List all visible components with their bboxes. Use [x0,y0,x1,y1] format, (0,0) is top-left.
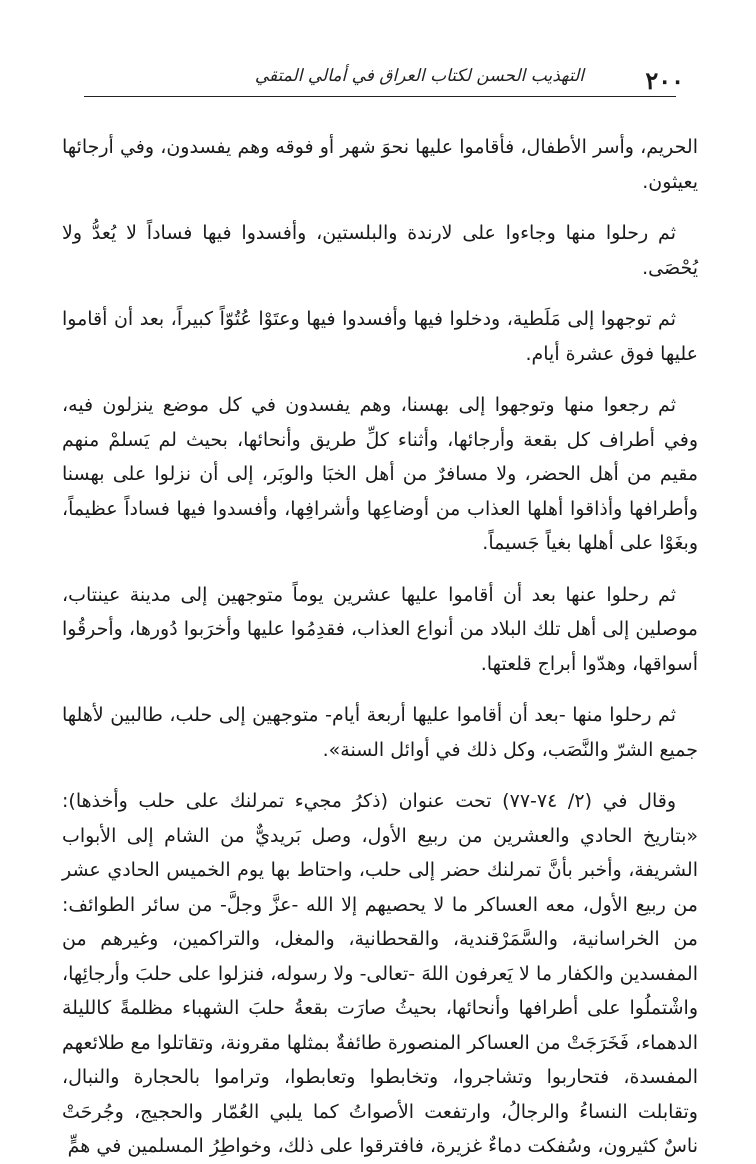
paragraph: ثم رحلوا منها وجاءوا على لارندة والبلستين، وأفسدوا فيها فساداً لا يُعدُّ ولا يُحْصَى. [62,222,698,279]
paragraph: ثم رحلوا عنها بعد أن أقاموا عليها عشرين يوماً متوجهين إلى مدينة عينتاب، موصلين إلى أهل تلك البلاد من أنواع العذاب، فقدِمُوا عليها وأخرَبوا دُورها، وأحرقُوا أسواقها، وهدّوا أبراج قلعتها. [62,583,698,675]
header-divider [84,96,676,97]
page-number: ٢٠٠ [645,66,684,95]
paragraph: ثم توجهوا إلى مَلَطية، ودخلوا فيها وأفسدوا فيها وعتَوْا عُتُوّاً كبيراً، بعد أن أقاموا عليها فوق عشرة أيام. [62,308,698,365]
running-title: التهذيب الحسن لكتاب العراق في أمالي المتقي [254,66,584,86]
paragraph: ثم رحلوا منها -بعد أن أقاموا عليها أربعة أيام- متوجهين إلى حلب، طالبين لأهلها جميع الشرّ والنَّصَب، وكل ذلك في أوائل السنة». [62,704,698,761]
paragraph: الحريم، وأسر الأطفال، فأقاموا عليها نحوَ شهر أو فوقه وهم يفسدون، وفي أرجائها يعيثون. [62,136,698,193]
paragraph: ثم رجعوا منها وتوجهوا إلى بهسنا، وهم يفسدون في كل موضع ينزلون فيه، وفي أطراف كل بقعة وأرجائها، وأثناء كلِّ طريق وأنحائها، بحيث لم يَسلمْ منهم مقيم من أهل الحضر، ولا مسافرٌ من أهل الخبَا والوبَر، إلى أن نزلوا على بهسنا وأطرافها وأذاقوا أهلها العذاب من أوضاعِها وأشرافِها، وأفسدوا فيها فساداً عظيماً، وبغَوْا على أهلها بغياً جَسيماً. [62,394,698,554]
paragraph: وقال في (٢/ ٧٤-٧٧) تحت عنوان (ذكرُ مجيء تمرلنك على حلب وأخذها): «بتاريخ الحادي والعشرين من ربيع الأول، وصل بَريديٌّ من الشام إلى الأبواب الشريفة، وأخبر بأنَّ تمرلنك حضر إلى حلب، واحتاط بها يوم الخميس الحادي عشر من ربيع الأول، معه العساكر ما لا يحصيهم إلا الله -عزَّ وجلَّ- من سائر الطوائف: من الخراسانية، والسَّمَرْقندية، والقحطانية، والمغل، والتراكمين، وغيرهم من المفسدين والكفار ما لا يَعرفون اللهَ -تعالى- ولا رسوله، فنزلوا على حلبَ وأرجائِها، واشْتملُوا على أطرافها وأنحائها، بحيثُ صارَت بقعةُ حلبَ الشهباء مظلمةً كالليلة الدهماء، فَخَرَجَتْ من العساكر المنصورة طائفةٌ بمثلها مقرونة، وتقاتلوا مع طلائعهم المفسدة، فتحاربوا وتشاجروا، وتخابطوا وتعابطوا، وتراموا بالحجارة والنبال، وتقابلت النساءُ والرجالُ، وارتفعت الأصواتُ كما يلبي العُمّار والحجيج، وجُرحَتْ ناسٌ كثيرون، وسُفكت دماءٌ غزيرة، فافترقوا على ذلك، وخواطِرُ المسلمين في همٍّ [62,790,698,1157]
body-text [62,130,698,1164]
page-header [84,58,684,98]
